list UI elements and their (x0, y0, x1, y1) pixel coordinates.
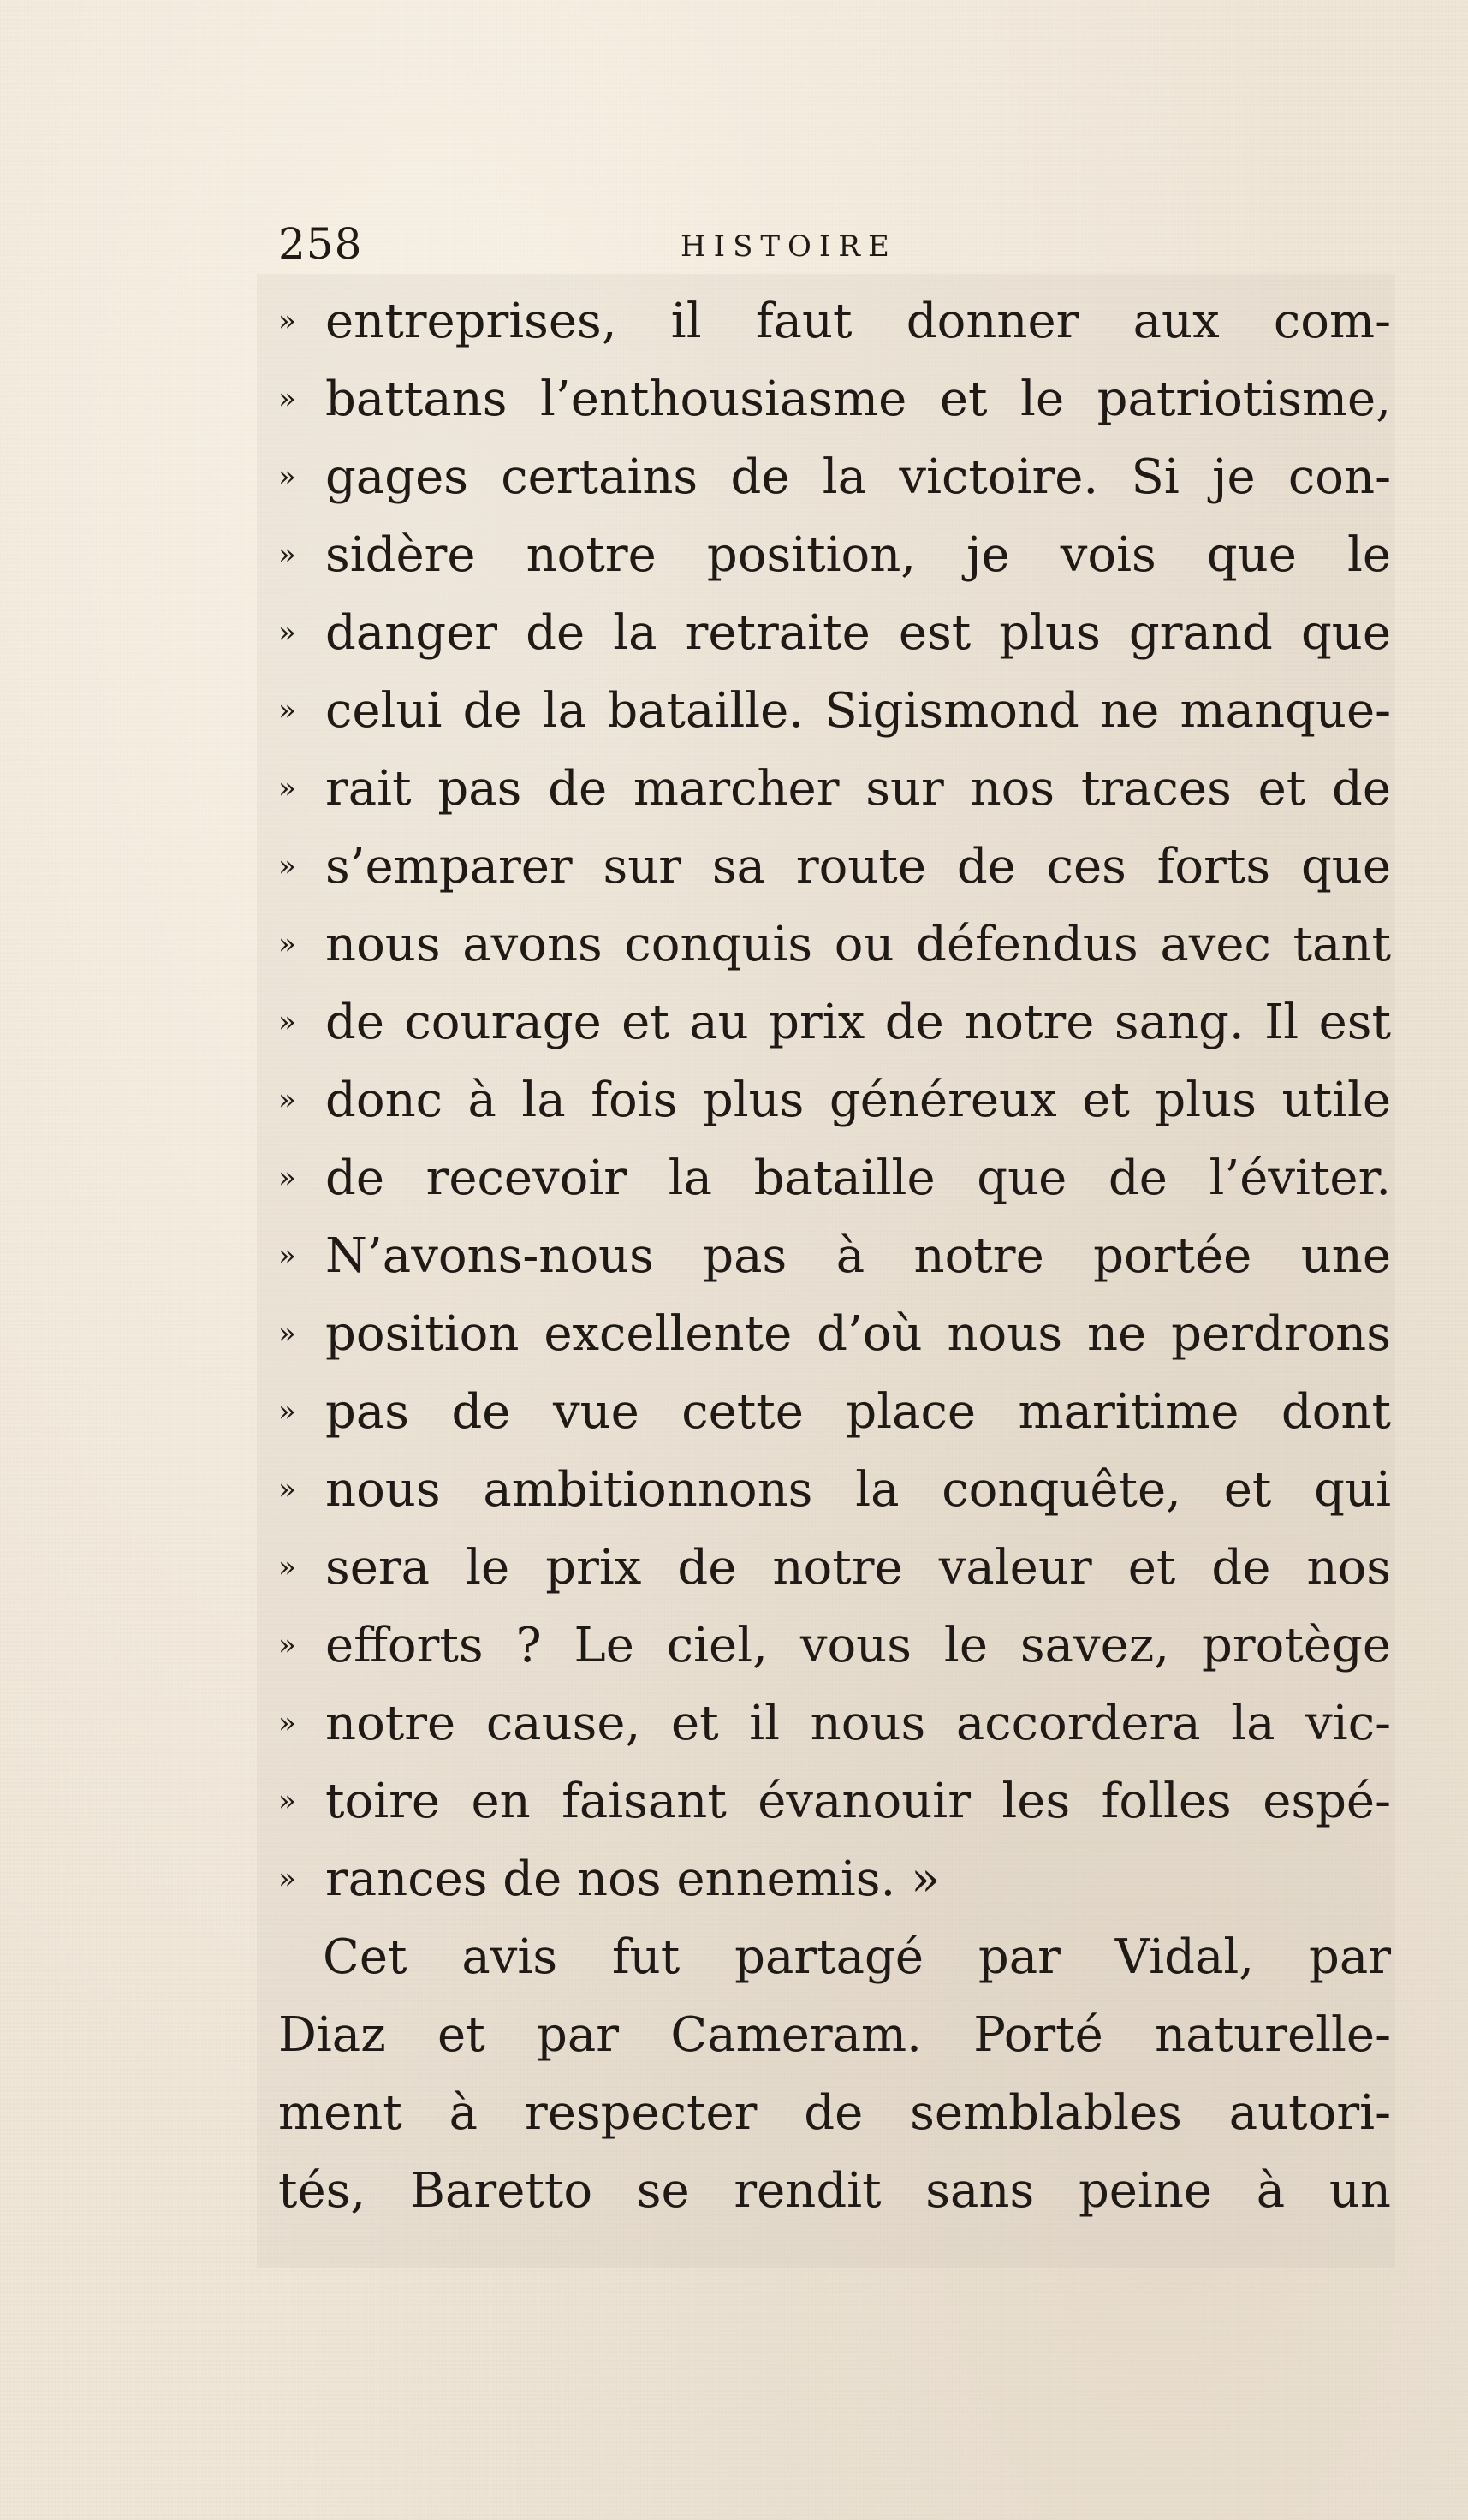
quote-mark: » (278, 538, 296, 572)
text-line (278, 360, 1391, 438)
line-text: danger de la retraite est plus grand que (325, 605, 1391, 661)
text-line (278, 1996, 1391, 2074)
quote-mark: » (278, 1628, 296, 1662)
text-line (278, 750, 1391, 828)
line-text: de courage et au prix de notre sang. Il est (325, 995, 1391, 1050)
line-text: efforts ? Le ciel, vous le savez, protège (325, 1618, 1391, 1673)
text-line (278, 1840, 1391, 1918)
text-line (278, 1607, 1391, 1685)
text-line (278, 1451, 1391, 1529)
line-text: nous avons conquis ou défendus avec tant (325, 917, 1391, 972)
text-line (278, 2152, 1391, 2230)
line-text: position excellente d’où nous ne perdrons (325, 1306, 1391, 1362)
text-line (278, 984, 1391, 1061)
line-text: sidère notre position, je vois que le (325, 527, 1391, 583)
line-text: gages certains de la victoire. Si je con- (325, 449, 1391, 505)
line-text: Cet avis fut partagé par Vidal, par (323, 1929, 1391, 1985)
quote-mark: » (278, 1316, 296, 1351)
quote-mark: » (278, 1005, 296, 1039)
quote-mark: » (278, 693, 296, 728)
text-line (278, 2074, 1391, 2152)
line-text: rances de nos ennemis. » (325, 1851, 941, 1907)
page-number: 258 (278, 219, 363, 269)
quote-mark: » (278, 771, 296, 805)
text-line (278, 1061, 1391, 1139)
text-line (278, 1295, 1391, 1373)
line-text: rait pas de marcher sur nos traces et de (325, 761, 1391, 817)
text-line (278, 516, 1391, 594)
line-text: nous ambitionnons la conquête, et qui (325, 1462, 1391, 1518)
quote-mark: » (278, 1161, 296, 1195)
text-line (278, 1918, 1391, 1996)
quote-mark: » (278, 1784, 296, 1818)
quote-mark: » (278, 304, 296, 338)
quote-mark: » (278, 849, 296, 883)
line-text: toire en faisant évanouir les folles espé- (325, 1774, 1391, 1829)
text-line (278, 1529, 1391, 1607)
line-text: de recevoir la bataille que de l’éviter. (325, 1150, 1391, 1206)
quote-mark: » (278, 1239, 296, 1273)
quote-mark: » (278, 382, 296, 416)
text-line (278, 1139, 1391, 1217)
line-text: pas de vue cette place maritime dont (325, 1384, 1391, 1440)
text-line (278, 438, 1391, 516)
line-text: tés, Baretto se rendit sans peine à un (278, 2163, 1391, 2219)
line-text: sera le prix de notre valeur et de nos (325, 1540, 1391, 1596)
line-text: donc à la fois plus généreux et plus utile (325, 1073, 1391, 1128)
line-text: entreprises, il faut donner aux com- (325, 294, 1391, 349)
line-text: notre cause, et il nous accordera la vic- (325, 1696, 1391, 1751)
text-line (278, 594, 1391, 672)
line-text: ment à respecter de semblables autori- (278, 2085, 1391, 2141)
quote-mark: » (278, 1550, 296, 1584)
running-head (278, 214, 1391, 274)
text-line (278, 672, 1391, 750)
line-text: Diaz et par Cameram. Porté naturelle- (278, 2007, 1391, 2063)
text-line (278, 282, 1391, 360)
text-line (278, 1685, 1391, 1762)
quote-mark: » (278, 460, 296, 494)
quote-mark: » (278, 1083, 296, 1117)
line-text: N’avons-nous pas à notre portée une (325, 1228, 1391, 1284)
quote-mark: » (278, 927, 296, 961)
quote-mark: » (278, 1472, 296, 1507)
quote-mark: » (278, 1862, 296, 1896)
text-line (278, 1217, 1391, 1295)
body-text (278, 282, 1391, 2230)
text-line (278, 1373, 1391, 1451)
text-line (278, 906, 1391, 984)
quote-mark: » (278, 1394, 296, 1429)
text-line (278, 828, 1391, 906)
line-text: celui de la bataille. Sigismond ne manque- (325, 683, 1391, 739)
text-line (278, 1762, 1391, 1840)
line-text: s’emparer sur sa route de ces forts que (325, 839, 1391, 894)
running-title: HISTOIRE (681, 229, 897, 264)
quote-mark: » (278, 1706, 296, 1740)
line-text: battans l’enthousiasme et le patriotisme, (325, 371, 1391, 427)
quote-mark: » (278, 615, 296, 650)
